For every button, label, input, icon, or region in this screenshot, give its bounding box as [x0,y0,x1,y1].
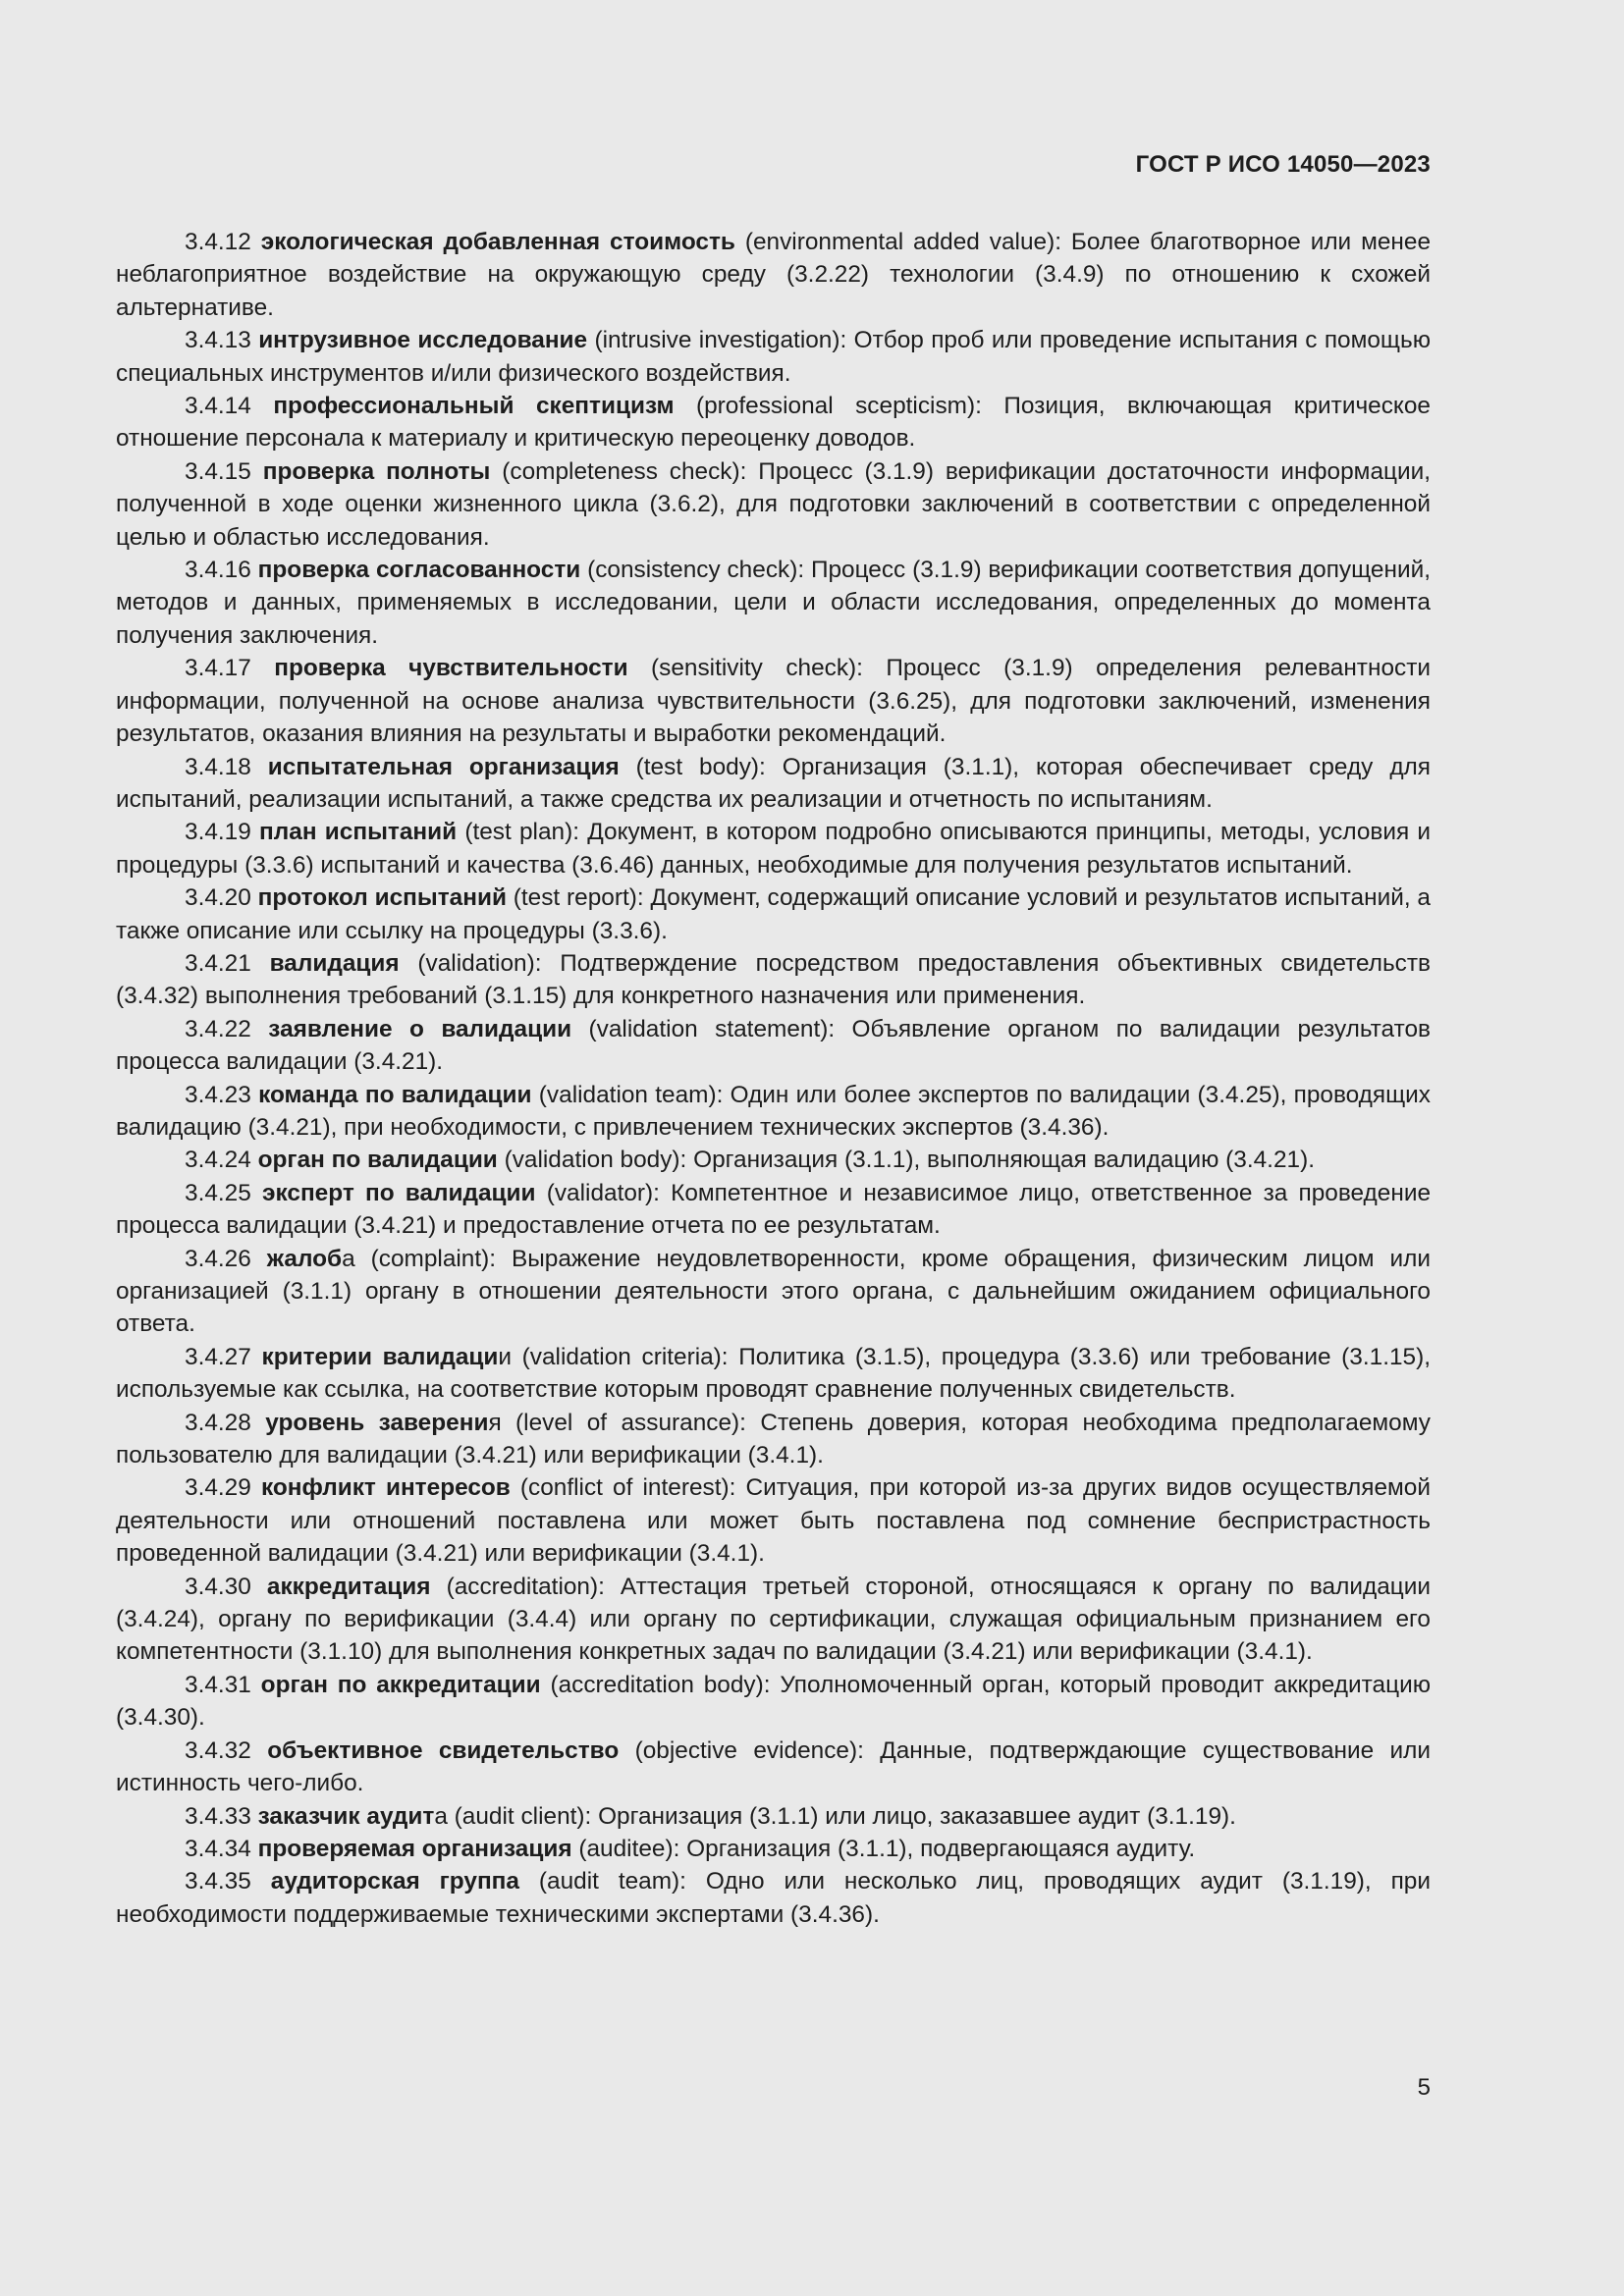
entry-term: жалоб [266,1245,343,1272]
entry-number: 3.4.31 [185,1671,251,1698]
entry-number: 3.4.27 [185,1343,251,1370]
entry-number: 3.4.23 [185,1081,251,1108]
entry-number: 3.4.35 [185,1868,251,1896]
term-entry [116,1144,1431,1176]
entry-definition: (professional scepticism): Позиция, включающая критическое отношение персонала к материалу и критическую переоценку доводов. [116,393,1431,453]
entry-definition: (validation statement): Объявление органом по валидации результатов процесса валидации (3.4.21). [116,1015,1432,1076]
entry-definition: (test report): Документ, содержащий описание условий и результатов испытаний, а также описание или ссылку на процедуры (3.3.6). [116,884,1431,944]
entry-definition: (validator): Компетентное и независимое лицо, ответственное за проведение процесса валидации (3.4.21) и предоставление отчета по ее результатам. [116,1179,1432,1240]
entry-definition: (accreditation body): Уполномоченный орган, который проводит аккредитацию (3.4.30). [116,1671,1431,1732]
entry-term: проверка полноты [262,457,491,485]
entry-definition: (objective evidence): Данные, подтверждающие существование или истинность чего-либо. [116,1736,1432,1797]
term-entry [116,554,1431,652]
entry-number: 3.4.18 [185,753,251,780]
entry-term-suffix: а [434,1802,448,1830]
entry-term: заявление о валидации [268,1015,572,1042]
entry-number: 3.4.25 [185,1179,251,1206]
entry-number: 3.4.15 [185,457,251,485]
entry-definition: (consistency check): Процесс (3.1.9) верификации соответствия допущений, методов и данных, применяемых в исследовании, цели и области исследования, определенных до момента получения заключения. [116,557,1431,649]
term-entry [116,1243,1431,1341]
term-entry [116,1013,1431,1079]
term-entry [116,652,1431,750]
entry-term: испытательная организация [267,753,620,780]
term-entry [116,455,1431,554]
entry-number: 3.4.17 [185,655,251,682]
entry-number: 3.4.34 [185,1835,251,1862]
entry-term: профессиональный скептицизм [273,393,675,420]
term-entry [116,390,1431,455]
term-entry [116,1865,1431,1931]
entry-definition: (accreditation): Аттестация третьей стороной, относящаяся к органу по валидации (3.4.24), органу по верификации (3.4.4) или органу по сертификации, служащая официальным признанием его компетентности (3.1.10) для выполнения конкретных задач по валидации (3.4.21) или верификации (3.4.1). [116,1573,1431,1666]
entry-term: валидация [269,949,400,977]
term-entry [116,947,1431,1013]
entry-definition: (validation): Подтверждение посредством предоставления объективных свидетельств (3.4.32) выполнения требований (3.1.15) для конкретного назначения или применения. [116,949,1431,1010]
entry-definition: (level of assurance): Степень доверия, которая необходима предполагаемому пользователю для валидации (3.4.21) или верификации (3.4.1). [116,1409,1431,1469]
entry-definition: (completeness check): Процесс (3.1.9) верификации достаточности информации, полученной в ходе оценки жизненного цикла (3.6.2), для подготовки заключений в соответствии с определенной целью и областью исследования. [116,457,1431,551]
entry-term: орган по аккредитации [260,1671,541,1698]
entry-term: интрузивное исследование [258,327,588,354]
term-entry [116,881,1431,947]
entry-definition: (validation team): Один или более экспертов по валидации (3.4.25), проводящих валидацию (3.4.21), при необходимости, с привлечением технических экспертов (3.4.36). [116,1081,1432,1141]
entry-term: экологическая добавленная стоимость [260,229,735,255]
entry-term: объективное свидетельство [267,1736,620,1764]
term-entry [116,1833,1431,1865]
entry-term-suffix: а [342,1245,355,1272]
terms-list [116,226,1431,1931]
term-entry [116,324,1431,390]
entry-definition: (audit client): Организация (3.1.1) или лицо, заказавшее аудит (3.1.19). [447,1802,1236,1830]
entry-term: эксперт по валидации [262,1179,536,1206]
term-entry [116,1471,1431,1570]
term-entry [116,1571,1431,1669]
entry-term: проверка согласованности [257,557,581,584]
entry-number: 3.4.30 [185,1573,251,1600]
entry-number: 3.4.29 [185,1474,251,1502]
term-entry [116,1800,1431,1833]
entry-definition: (audit team): Одно или несколько лиц, проводящих аудит (3.1.19), при необходимости поддерживаемые техническими экспертами (3.4.36). [116,1868,1431,1928]
entry-term-suffix: я [488,1409,502,1436]
entry-number: 3.4.14 [185,393,251,420]
entry-number: 3.4.28 [185,1409,251,1436]
entry-term: проверка чувствительности [274,655,628,682]
entry-number: 3.4.24 [185,1147,251,1174]
entry-number: 3.4.22 [185,1015,251,1042]
entry-term: план испытаний [259,819,458,846]
entry-term: протокол испытаний [257,884,507,912]
page-number: 5 [1417,2074,1431,2101]
entry-definition: (sensitivity check): Процесс (3.1.9) определения релевантности информации, полученной на основе анализа чувствительности (3.6.25), для подготовки заключений, изменения результатов, оказания влияния на результаты и выработки рекомендаций. [116,655,1432,748]
entry-term: критерии валидаци [261,1343,499,1370]
entry-number: 3.4.26 [185,1245,251,1272]
document-header: ГОСТ Р ИСО 14050—2023 [1135,151,1431,178]
entry-definition: (conflict of interest): Ситуация, при которой из-за других видов осуществляемой деятельности или отношений поставлена или может быть поставлена под сомнение беспристрастность проведенной валидации (3.4.21) или верификации (3.4.1). [116,1474,1431,1568]
entry-number: 3.4.20 [185,884,251,912]
entry-definition: (environmental added value): Более благотворное или менее неблагоприятное воздействие на окружающую среду (3.2.22) технологии (3.4.9) по отношению к схожей альтернативе. [116,229,1432,321]
entry-number: 3.4.12 [185,229,251,255]
term-entry [116,1669,1431,1735]
entry-definition: (auditee): Организация (3.1.1), подвергающаяся аудиту. [571,1835,1196,1862]
entry-definition: (intrusive investigation): Отбор проб или проведение испытания с помощью специальных инструментов и/или физического воздействия. [116,327,1431,387]
term-entry [116,1177,1431,1243]
entry-number: 3.4.21 [185,949,251,977]
entry-definition: (complaint): Выражение неудовлетворенности, кроме обращения, физическим лицом или организацией (3.1.1) органу в отношении деятельности этого органа, с дальнейшим ожиданием официального ответа. [116,1245,1431,1338]
entry-number: 3.4.13 [185,327,251,354]
entry-term: заказчик аудит [257,1802,435,1830]
term-entry [116,1079,1431,1145]
entry-term: проверяемая организация [257,1835,572,1862]
entry-definition: (validation body): Организация (3.1.1), выполняющая валидацию (3.4.21). [497,1147,1315,1174]
entry-term: команда по валидации [258,1081,532,1108]
entry-term: аккредитация [266,1573,431,1600]
entry-term: конфликт интересов [260,1474,511,1502]
term-entry [116,1407,1431,1472]
entry-number: 3.4.32 [185,1736,251,1764]
entry-number: 3.4.33 [185,1802,251,1830]
entry-definition: (test plan): Документ, в котором подробно описываются принципы, методы, условия и процедуры (3.3.6) испытаний и качества (3.6.46) данных, необходимые для получения результатов испытаний. [116,819,1432,879]
entry-term: уровень заверени [265,1409,489,1436]
term-entry [116,1735,1431,1800]
term-entry [116,1341,1431,1407]
term-entry [116,751,1431,817]
entry-definition: (validation criteria): Политика (3.1.5), процедура (3.3.6) или требование (3.1.15), используемые как ссылка, на соответствие которым проводят сравнение полученных свидетельств. [116,1343,1431,1404]
entry-term: аудиторская группа [270,1868,519,1896]
entry-term-suffix: и [498,1343,513,1370]
entry-number: 3.4.16 [185,557,251,584]
entry-number: 3.4.19 [185,819,251,846]
entry-term: орган по валидации [257,1147,498,1174]
term-entry [116,816,1431,881]
entry-definition: (test body): Организация (3.1.1), которая обеспечивает среду для испытаний, реализации испытаний, а также средства их реализации и отчетность по испытаниям. [116,753,1431,813]
term-entry [116,226,1431,324]
